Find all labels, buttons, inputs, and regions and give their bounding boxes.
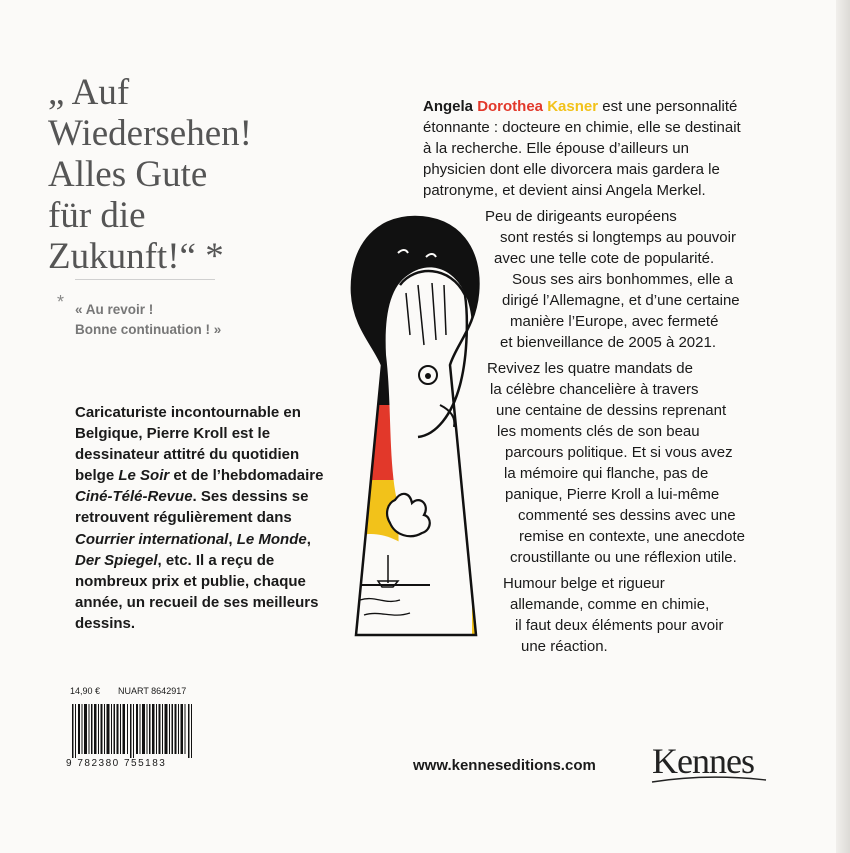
- translation-line: « Au revoir !: [75, 302, 154, 317]
- quote-line: Wiedersehen!: [48, 113, 252, 154]
- paragraph3-line: une centaine de dessins reprenant: [496, 402, 727, 419]
- barcode: [72, 704, 194, 758]
- intro-line: physicien dont elle divorcera mais gardera le: [423, 161, 720, 178]
- bio-text: , etc. Il a reçu de nombreux prix et publie, chaque année, un recueil de ses meilleurs dessins.: [75, 551, 319, 632]
- divider: [75, 279, 215, 280]
- bio-publication: Courrier international: [75, 530, 229, 548]
- author-bio: [75, 402, 335, 634]
- intro-line: à la recherche. Elle épouse d’ailleurs un: [423, 140, 689, 157]
- bio-publication: Ciné-Télé-Revue: [75, 488, 193, 506]
- intro-maiden-name: Kasner: [547, 98, 599, 115]
- ean-number: 9 782380 755183: [66, 758, 167, 769]
- quote-line: Zukunft!“ *: [48, 236, 224, 277]
- bio-text: ,: [306, 530, 311, 548]
- paragraph2-line: et bienveillance de 2005 à 2021.: [500, 334, 717, 351]
- intro-line: patronyme, et devient ainsi Angela Merkel.: [423, 182, 706, 199]
- paragraph3-line: la mémoire qui flanche, pas de: [504, 465, 709, 482]
- bio-text: Caricaturiste incontournable en Belgique, Pierre Kroll est le dessinateur attitré du quotidien belge: [75, 404, 301, 485]
- paragraph2-line: Peu de dirigeants européens: [485, 208, 677, 225]
- paragraph3-line: commenté ses dessins avec une: [518, 507, 736, 524]
- paragraph2-line: manière l’Europe, avec fermeté: [510, 313, 719, 330]
- quote-translation: [75, 300, 221, 340]
- intro-middle-name: Dorothea: [477, 98, 544, 115]
- bio-publication: Le Monde: [236, 530, 307, 548]
- bio-publication: Der Spiegel: [75, 551, 158, 569]
- quote-line: „ Auf: [48, 72, 130, 113]
- paragraph4-line: il faut deux éléments pour avoir: [515, 617, 724, 634]
- intro-first-name: Angela: [423, 98, 474, 115]
- intro-line: étonnante : docteure en chimie, elle se destinait: [423, 119, 741, 136]
- paragraph3-line: les moments clés de son beau: [497, 423, 700, 440]
- paragraph3-line: remise en contexte, une anecdote: [519, 528, 745, 545]
- paragraph2-line: sont restés si longtemps au pouvoir: [500, 229, 736, 246]
- paragraph4-line: Humour belge et rigueur: [503, 575, 665, 592]
- bio-text: et de l’hebdomadaire: [169, 467, 324, 485]
- website-url: www.kenneseditions.com: [413, 757, 596, 774]
- paragraph4-line: allemande, comme en chimie,: [510, 596, 710, 613]
- book-spine-edge: [836, 0, 850, 853]
- paragraph2-line: avec une telle cote de popularité.: [494, 250, 715, 267]
- translation-line: Bonne continuation ! »: [75, 322, 222, 337]
- intro-line-1: [423, 96, 737, 117]
- logo-swash: [650, 774, 768, 786]
- keyhole-caricature-illustration: [340, 205, 490, 645]
- paragraph4-line: une réaction.: [521, 638, 608, 655]
- german-quote: [48, 72, 252, 277]
- paragraph2-line: Sous ses airs bonhommes, elle a: [512, 271, 733, 288]
- bio-publication: Le Soir: [118, 467, 170, 485]
- paragraph3-line: panique, Pierre Kroll a lui-même: [505, 486, 720, 503]
- reference-label: NUART 8642917: [118, 686, 187, 696]
- intro-text: est une personnalité: [602, 98, 738, 115]
- quote-line: für die: [48, 195, 146, 236]
- footnote-asterisk: *: [57, 292, 65, 312]
- quote-line: Alles Gute: [48, 154, 208, 195]
- paragraph3-line: croustillante ou une réflexion utile.: [510, 549, 737, 566]
- bio-text: . Ses dessins se retrouvent régulièrement dans: [75, 488, 309, 527]
- paragraph3-line: la célèbre chancelière à travers: [490, 381, 699, 398]
- publisher-logo: Kennes: [652, 741, 754, 781]
- price-label: 14,90 €: [70, 686, 101, 696]
- paragraph2-line: dirigé l’Allemagne, et d’une certaine: [502, 292, 740, 309]
- bio-text: ,: [228, 530, 237, 548]
- paragraph3-line: parcours politique. Et si vous avez: [505, 444, 733, 461]
- paragraph3-line: Revivez les quatre mandats de: [487, 360, 693, 377]
